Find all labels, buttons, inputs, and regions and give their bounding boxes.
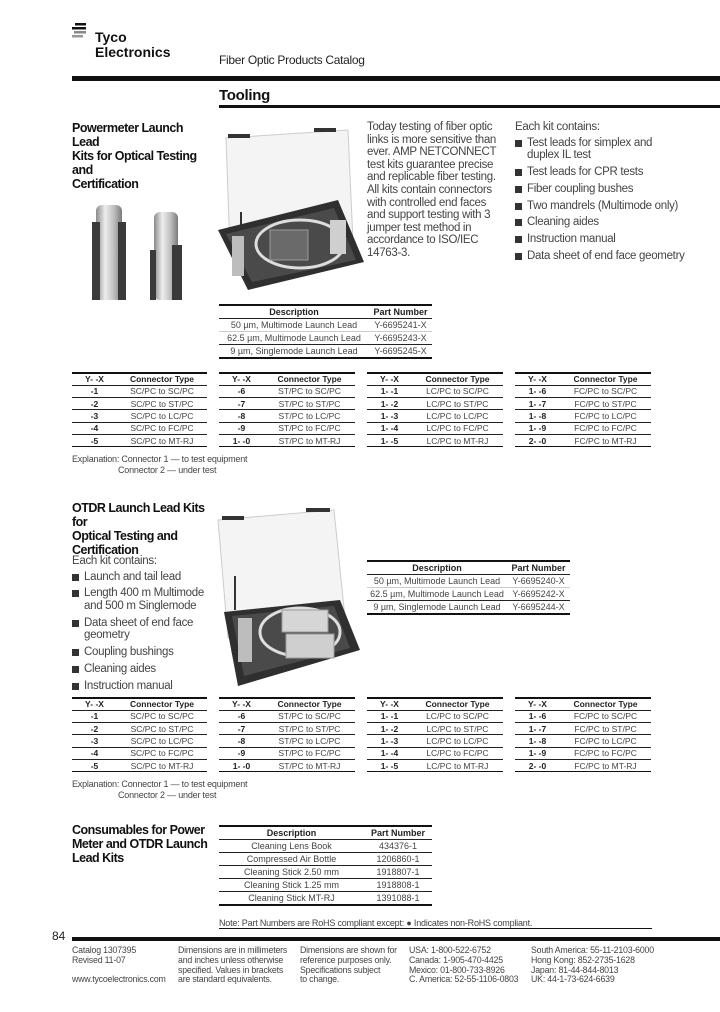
cell-code: 1- -1 [367,710,412,722]
table-row [367,588,570,601]
footer-line: to change. [300,974,340,985]
powermeter-connector-table-4 [515,372,651,447]
column-header: Description [367,561,507,575]
cell-type: SC/PC to FC/PC [117,747,207,759]
table-row [219,866,432,879]
powermeter-parts-table [219,304,432,359]
otdr-contents [72,555,217,696]
phone-line: Mexico: 01-800-733-8926 [409,964,505,975]
footer-phone-americas [409,946,534,985]
table-row [72,410,207,422]
column-header: Part Number [369,305,432,319]
cell-code: -6 [219,385,264,397]
cell-code: 1- -6 [515,710,560,722]
phone-line: South America: 55-11-2103-6000 [531,945,654,955]
footer-line: are standard equivalents. [178,974,272,985]
table-row [219,747,355,759]
powermeter-explanation [72,454,247,475]
column-header: Part Number [364,826,432,840]
phone-line: C. America: 52-55-1106-0803 [409,974,519,985]
cell-type: LC/PC to SC/PC [412,385,503,397]
cell-type: SC/PC to ST/PC [117,722,207,734]
cell-code: -9 [219,422,264,434]
cell-code: 1- -4 [367,747,412,759]
table-row [219,345,432,358]
table-row [367,422,503,434]
cell-part-number: 434376-1 [364,840,432,853]
cell-code: -5 [72,760,117,772]
table-header-row [219,826,432,840]
otdr-connector-table-3 [367,697,503,772]
cell-type: SC/PC to ST/PC [117,397,207,409]
cell-part-number: 1206860-1 [364,853,432,866]
cell-part-number: Y-6695242-X [507,588,570,601]
section-divider [219,105,720,108]
cell-type: FC/PC to LC/PC [560,735,651,747]
table-row [367,601,570,614]
table-row [515,397,651,409]
otdr-contents-list [72,571,217,693]
brand-name [95,30,170,60]
cell-code: 2- -0 [515,760,560,772]
cell-part-number: Y-6695243-X [369,332,432,345]
table-row [219,853,432,866]
cell-description: Cleaning Lens Book [219,840,364,853]
heading-line: OTDR Launch Lead Kits for [72,501,205,529]
cell-type: SC/PC to SC/PC [117,385,207,397]
table-row [515,710,651,722]
cell-type: FC/PC to MT-RJ [560,760,651,772]
heading-line: Certification [72,543,139,557]
cell-type: ST/PC to LC/PC [264,735,355,747]
cell-description: 50 µm, Multimode Launch Lead [367,575,507,588]
column-header: Y- -X [219,698,264,710]
heading-line: Kits for Optical Testing and [72,149,197,177]
list-item: Coupling bushings [72,646,217,659]
list-item: Cleaning aides [515,216,685,229]
table-row [219,319,432,332]
cell-type: SC/PC to LC/PC [117,410,207,422]
table-row [515,410,651,422]
table-row [515,422,651,434]
footer-divider [72,937,720,941]
heading-line: Powermeter Launch Lead [72,121,183,149]
phone-line: USA: 1-800-522-6752 [409,945,491,955]
cell-description: 62.5 µm, Multimode Launch Lead [367,588,507,601]
otdr-parts-table [367,560,570,615]
cell-code: 1- -1 [367,385,412,397]
cell-type: ST/PC to SC/PC [264,385,355,397]
brand-line-1: Tyco [95,29,127,45]
powermeter-connector-table-3 [367,372,503,447]
cell-type: FC/PC to SC/PC [560,385,651,397]
cell-description: 50 µm, Multimode Launch Lead [219,319,369,332]
cell-code: -2 [72,397,117,409]
table-row [219,385,355,397]
table-header-row [367,561,570,575]
list-item: Instruction manual [515,233,685,246]
cell-code: -2 [72,722,117,734]
cell-description: Cleaning Stick 2.50 mm [219,866,364,879]
cell-code: -5 [72,435,117,447]
header-divider [72,76,720,81]
table-row [72,422,207,434]
column-header: Description [219,826,364,840]
cell-code: 1- -4 [367,422,412,434]
table-row [515,760,651,772]
table-row [367,385,503,397]
table-row [367,735,503,747]
table-row [219,710,355,722]
footer-line: Dimensions are shown for [300,945,397,955]
table-row [367,435,503,447]
cell-code: -3 [72,410,117,422]
cell-code: -8 [219,735,264,747]
table-row [72,747,207,759]
cell-code: 1- -0 [219,760,264,772]
cell-code: 1- -5 [367,435,412,447]
column-header: Connector Type [412,698,503,710]
table-row [72,435,207,447]
table-row [367,410,503,422]
rohs-note: Note: Part Numbers are RoHS compliant except: ● Indicates non-RoHS compliant. [219,918,533,928]
otdr-explanation [72,779,247,800]
tyco-logo-icon [72,22,92,42]
column-header: Y- -X [515,373,560,385]
explanation-line: Explanation: Connector 1 — to test equipment [72,779,248,789]
brand-line-2: Electronics [95,44,171,60]
cell-type: FC/PC to LC/PC [560,410,651,422]
cell-type: ST/PC to SC/PC [264,710,355,722]
list-item: Fiber coupling bushes [515,183,685,196]
footer-line: specified. Values in brackets [178,964,284,975]
column-header: Y- -X [515,698,560,710]
cell-type: LC/PC to ST/PC [412,397,503,409]
column-header: Connector Type [264,698,355,710]
heading-line: Lead Kits [72,851,124,865]
footer-line: and inches unless otherwise [178,954,284,965]
cell-part-number: 1918807-1 [364,866,432,879]
cell-type: SC/PC to SC/PC [117,710,207,722]
cell-type: LC/PC to LC/PC [412,735,503,747]
cell-part-number: 1391088-1 [364,892,432,905]
footer-phone-international [531,946,681,985]
cell-code: 1- -8 [515,735,560,747]
table-row [219,422,355,434]
list-item: Cleaning aides [72,663,217,676]
list-item: Length 400 m Multimode and 500 m Singlemode [72,587,217,612]
table-row [72,760,207,772]
cell-type: FC/PC to ST/PC [560,397,651,409]
cell-type: LC/PC to LC/PC [412,410,503,422]
column-header: Y- -X [219,373,264,385]
cell-type: FC/PC to FC/PC [560,747,651,759]
catalog-title: Fiber Optic Products Catalog [219,53,365,67]
column-header: Connector Type [117,373,207,385]
table-row [515,735,651,747]
cell-type: ST/PC to MT-RJ [264,760,355,772]
table-row [219,892,432,905]
cell-code: 1- -8 [515,410,560,422]
column-header: Part Number [507,561,570,575]
table-row [219,722,355,734]
cell-type: ST/PC to FC/PC [264,422,355,434]
table-row [72,722,207,734]
column-header: Connector Type [560,698,651,710]
cell-code: -1 [72,710,117,722]
explanation-line: Connector 2 — under test [118,464,217,475]
table-row [515,385,651,397]
heading-line: Consumables for Power [72,823,205,837]
cell-type: FC/PC to FC/PC [560,422,651,434]
cell-type: ST/PC to ST/PC [264,397,355,409]
column-header: Y- -X [72,373,117,385]
cell-description: 62.5 µm, Multimode Launch Lead [219,332,369,345]
cell-code: -6 [219,710,264,722]
table-row [367,760,503,772]
otdr-heading [72,501,212,557]
powermeter-heading [72,121,212,191]
otdr-kit-case-image [214,500,362,690]
cell-code: -9 [219,747,264,759]
cell-type: FC/PC to SC/PC [560,710,651,722]
section-title: Tooling [219,87,270,104]
footer-line: Dimensions are in millimeters [178,945,288,955]
column-header: Connector Type [560,373,651,385]
otdr-connector-table-1 [72,697,207,772]
table-header-row [219,305,432,319]
table-row [219,410,355,422]
column-header: Connector Type [264,373,355,385]
cell-code: 1- -6 [515,385,560,397]
powermeter-kit-case-image [218,112,366,292]
cell-part-number: Y-6695244-X [507,601,570,614]
powermeter-intro: Today testing of fiber optic links is more sensitive than ever. AMP NETCONNECT test kits guarantee precise and replicable fiber testing. All kits contain connectors with controlled end faces and support testing with 3 jumper test method in accordance to ISO/IEC 14763-3. [367,121,497,259]
cell-code: -7 [219,397,264,409]
consumables-heading [72,823,212,865]
cell-type: LC/PC to FC/PC [412,747,503,759]
table-row [72,385,207,397]
column-header: Description [219,305,369,319]
footer-reference-note [300,946,410,985]
column-header: Connector Type [412,373,503,385]
table-row [219,735,355,747]
cell-code: 1- -3 [367,410,412,422]
cell-type: FC/PC to MT-RJ [560,435,651,447]
cell-code: 1- -3 [367,735,412,747]
page-number: 84 [52,929,66,943]
cell-type: ST/PC to LC/PC [264,410,355,422]
footer-line: Specifications subject [300,964,381,975]
cell-type: SC/PC to LC/PC [117,735,207,747]
cell-code: 1- -7 [515,722,560,734]
column-header: Y- -X [72,698,117,710]
cell-type: LC/PC to SC/PC [412,710,503,722]
cell-code: -7 [219,722,264,734]
table-row [367,710,503,722]
heading-line: Meter and OTDR Launch [72,837,208,851]
cell-part-number: 1918808-1 [364,879,432,892]
mandrels-image [88,200,188,300]
table-row [515,722,651,734]
cell-type: SC/PC to MT-RJ [117,760,207,772]
note-divider [219,928,652,929]
cell-code: -4 [72,747,117,759]
phone-line: Japan: 81-44-844-8013 [531,964,619,975]
catalog-number: Catalog 1307395 [72,945,137,955]
cell-type: ST/PC to ST/PC [264,722,355,734]
cell-description: 9 µm, Singlemode Launch Lead [367,601,507,614]
revision: Revised 11-07 [72,954,126,965]
table-row [515,435,651,447]
column-header: Connector Type [117,698,207,710]
footer-dimensions-note [178,946,303,985]
footer-line: reference purposes only. [300,954,392,965]
cell-type: SC/PC to FC/PC [117,422,207,434]
list-item: Test leads for CPR tests [515,166,685,179]
table-row [515,747,651,759]
cell-code: -8 [219,410,264,422]
powermeter-contents-list [515,137,685,263]
table-row [72,735,207,747]
table-row [219,840,432,853]
list-item: Two mandrels (Multimode only) [515,200,685,213]
cell-code: 1- -9 [515,422,560,434]
cell-code: 1- -0 [219,435,264,447]
cell-description: 9 µm, Singlemode Launch Lead [219,345,369,358]
table-row [72,397,207,409]
cell-type: LC/PC to MT-RJ [412,435,503,447]
phone-line: Hong Kong: 852-2735-1628 [531,954,635,965]
cell-code: 1- -2 [367,722,412,734]
website-link[interactable]: www.tycoelectronics.com [72,974,166,985]
cell-type: FC/PC to ST/PC [560,722,651,734]
table-row [72,710,207,722]
list-item: Data sheet of end face geometry [515,250,685,263]
table-row [367,397,503,409]
table-row [219,879,432,892]
table-row [367,747,503,759]
phone-line: Canada: 1-905-470-4425 [409,954,503,965]
phone-line: UK: 44-1-73-624-6639 [531,974,615,985]
table-row [219,397,355,409]
cell-type: LC/PC to FC/PC [412,422,503,434]
contains-label: Each kit contains: [515,121,600,133]
cell-code: 1- -2 [367,397,412,409]
cell-type: ST/PC to MT-RJ [264,435,355,447]
cell-description: Compressed Air Bottle [219,853,364,866]
list-item: Launch and tail lead [72,571,217,584]
table-row [367,575,570,588]
column-header: Y- -X [367,698,412,710]
heading-line: Certification [72,177,139,191]
contains-label: Each kit contains: [72,555,157,567]
cell-code: -1 [72,385,117,397]
cell-part-number: Y-6695240-X [507,575,570,588]
cell-code: -4 [72,422,117,434]
cell-code: 2- -0 [515,435,560,447]
cell-description: Cleaning Stick 1.25 mm [219,879,364,892]
table-row [367,722,503,734]
cell-type: LC/PC to ST/PC [412,722,503,734]
otdr-connector-table-2 [219,697,355,772]
table-row [219,332,432,345]
column-header: Y- -X [367,373,412,385]
list-item: Instruction manual [72,680,217,693]
list-item: Data sheet of end face geometry [72,617,217,642]
table-row [219,435,355,447]
cell-code: 1- -5 [367,760,412,772]
list-item: Test leads for simplex and duplex IL test [515,137,685,162]
cell-part-number: Y-6695245-X [369,345,432,358]
cell-description: Cleaning Stick MT-RJ [219,892,364,905]
cell-part-number: Y-6695241-X [369,319,432,332]
cell-type: ST/PC to FC/PC [264,747,355,759]
heading-line: Optical Testing and [72,529,178,543]
cell-code: 1- -9 [515,747,560,759]
cell-type: SC/PC to MT-RJ [117,435,207,447]
cell-code: 1- -7 [515,397,560,409]
otdr-connector-table-4 [515,697,651,772]
cell-type: LC/PC to MT-RJ [412,760,503,772]
powermeter-contents [515,121,685,267]
powermeter-connector-table-2 [219,372,355,447]
cell-code: -3 [72,735,117,747]
powermeter-connector-table-1 [72,372,207,447]
explanation-line: Explanation: Connector 1 — to test equipment [72,454,248,464]
table-row [219,760,355,772]
explanation-line: Connector 2 — under test [118,789,217,800]
consumables-table [219,825,432,906]
